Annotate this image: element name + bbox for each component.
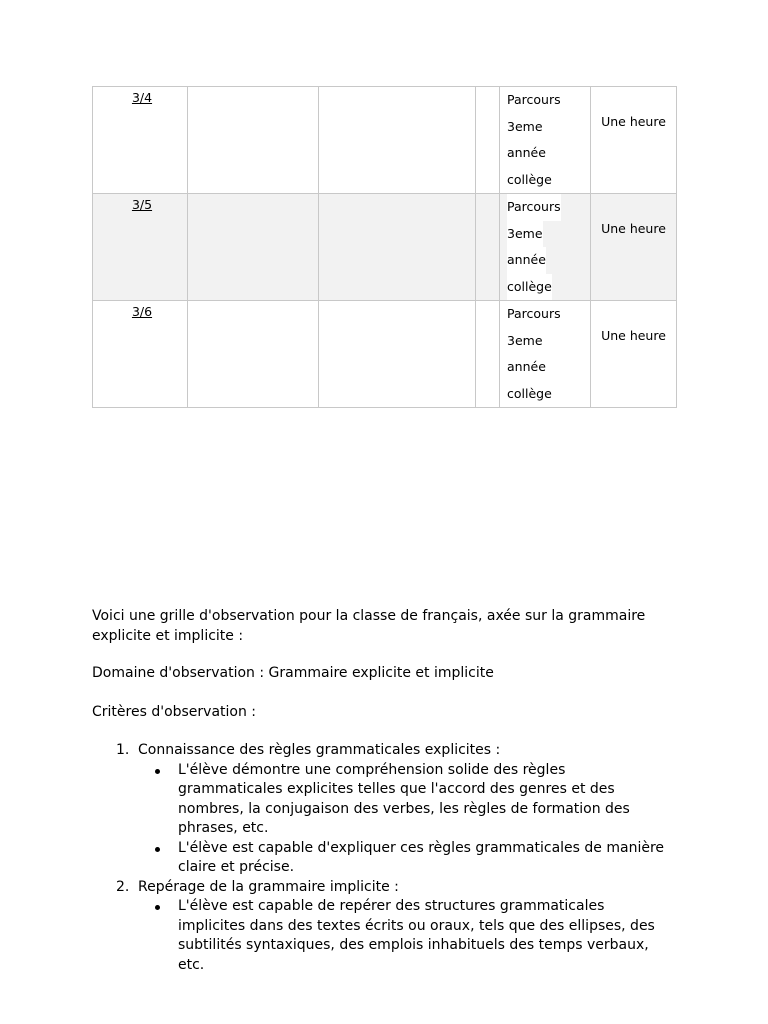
level-cell xyxy=(500,87,591,194)
intro-paragraph: Voici une grille d'observation pour la classe de français, axée sur la grammaire explicite et implicite : xyxy=(92,608,646,644)
table-row xyxy=(93,194,677,301)
session-label: 3/6 xyxy=(131,304,153,319)
empty-cell xyxy=(188,194,319,301)
level-line: année xyxy=(507,359,546,374)
level-line: collège xyxy=(507,274,552,301)
criteria-point xyxy=(138,839,668,878)
criteria-point-text: L'élève démontre une compréhension solide des règles grammaticales explicites telles que l'accord des genres et des nombres, la conjugaison des verbes, les règles de formation des phrases, etc. xyxy=(178,761,630,836)
duration-label: Une heure xyxy=(601,114,666,129)
criteria-point xyxy=(138,761,668,839)
duration-cell xyxy=(591,194,677,301)
criteria-points xyxy=(138,897,682,975)
bullet-icon xyxy=(155,769,160,774)
level-line: Parcours xyxy=(507,194,561,221)
level-line: Parcours xyxy=(507,92,561,107)
criteria-number: 2. xyxy=(116,878,130,895)
level-line: collège xyxy=(507,171,552,187)
criteria-item xyxy=(92,741,682,878)
empty-cell xyxy=(319,301,476,408)
level-line: année xyxy=(507,145,546,160)
bullet-icon xyxy=(155,847,160,852)
empty-cell xyxy=(188,301,319,408)
duration-cell xyxy=(591,87,677,194)
criteria-point-text: L'élève est capable de repérer des structures grammaticales implicites dans des textes écrits ou oraux, tels que des ellipses, des subtilités syntaxiques, des emplois inhabituels des temps verbaux, etc. xyxy=(178,898,655,973)
criteria-point xyxy=(138,897,668,975)
table-row xyxy=(93,87,677,194)
level-line: Parcours xyxy=(507,306,561,321)
session-label: 3/5 xyxy=(131,197,153,212)
level-line: 3eme xyxy=(507,118,543,134)
criteria-point-text: L'élève est capable d'expliquer ces règles grammaticales de manière claire et précise. xyxy=(178,839,665,875)
schedule-table xyxy=(92,86,677,408)
level-line: année xyxy=(507,247,546,274)
level-line: 3eme xyxy=(507,221,543,248)
empty-cell xyxy=(476,194,500,301)
table-row xyxy=(93,301,677,408)
criteria-item xyxy=(92,878,682,976)
empty-cell xyxy=(319,87,476,194)
empty-cell xyxy=(476,87,500,194)
session-cell xyxy=(93,301,188,408)
empty-cell xyxy=(188,87,319,194)
criteria-number: 1. xyxy=(116,742,130,758)
level-cell xyxy=(500,301,591,408)
duration-label: Une heure xyxy=(601,328,666,343)
level-cell xyxy=(500,194,591,301)
empty-cell xyxy=(319,194,476,301)
duration-label: Une heure xyxy=(601,221,666,236)
domain-line: Domaine d'observation : Grammaire explicite et implicite xyxy=(92,665,494,681)
session-label: 3/4 xyxy=(131,90,153,105)
level-line: 3eme xyxy=(507,332,543,348)
level-line: collège xyxy=(507,385,552,401)
criteria-title: Repérage de la grammaire implicite : xyxy=(138,878,399,895)
criteria-points xyxy=(138,761,682,878)
session-cell xyxy=(93,194,188,301)
empty-cell xyxy=(476,301,500,408)
duration-cell xyxy=(591,301,677,408)
criteria-heading: Critères d'observation : xyxy=(92,704,257,720)
criteria-title: Connaissance des règles grammaticales explicites : xyxy=(138,742,501,758)
session-cell xyxy=(93,87,188,194)
criteria-list xyxy=(92,741,682,975)
bullet-icon xyxy=(155,905,160,910)
